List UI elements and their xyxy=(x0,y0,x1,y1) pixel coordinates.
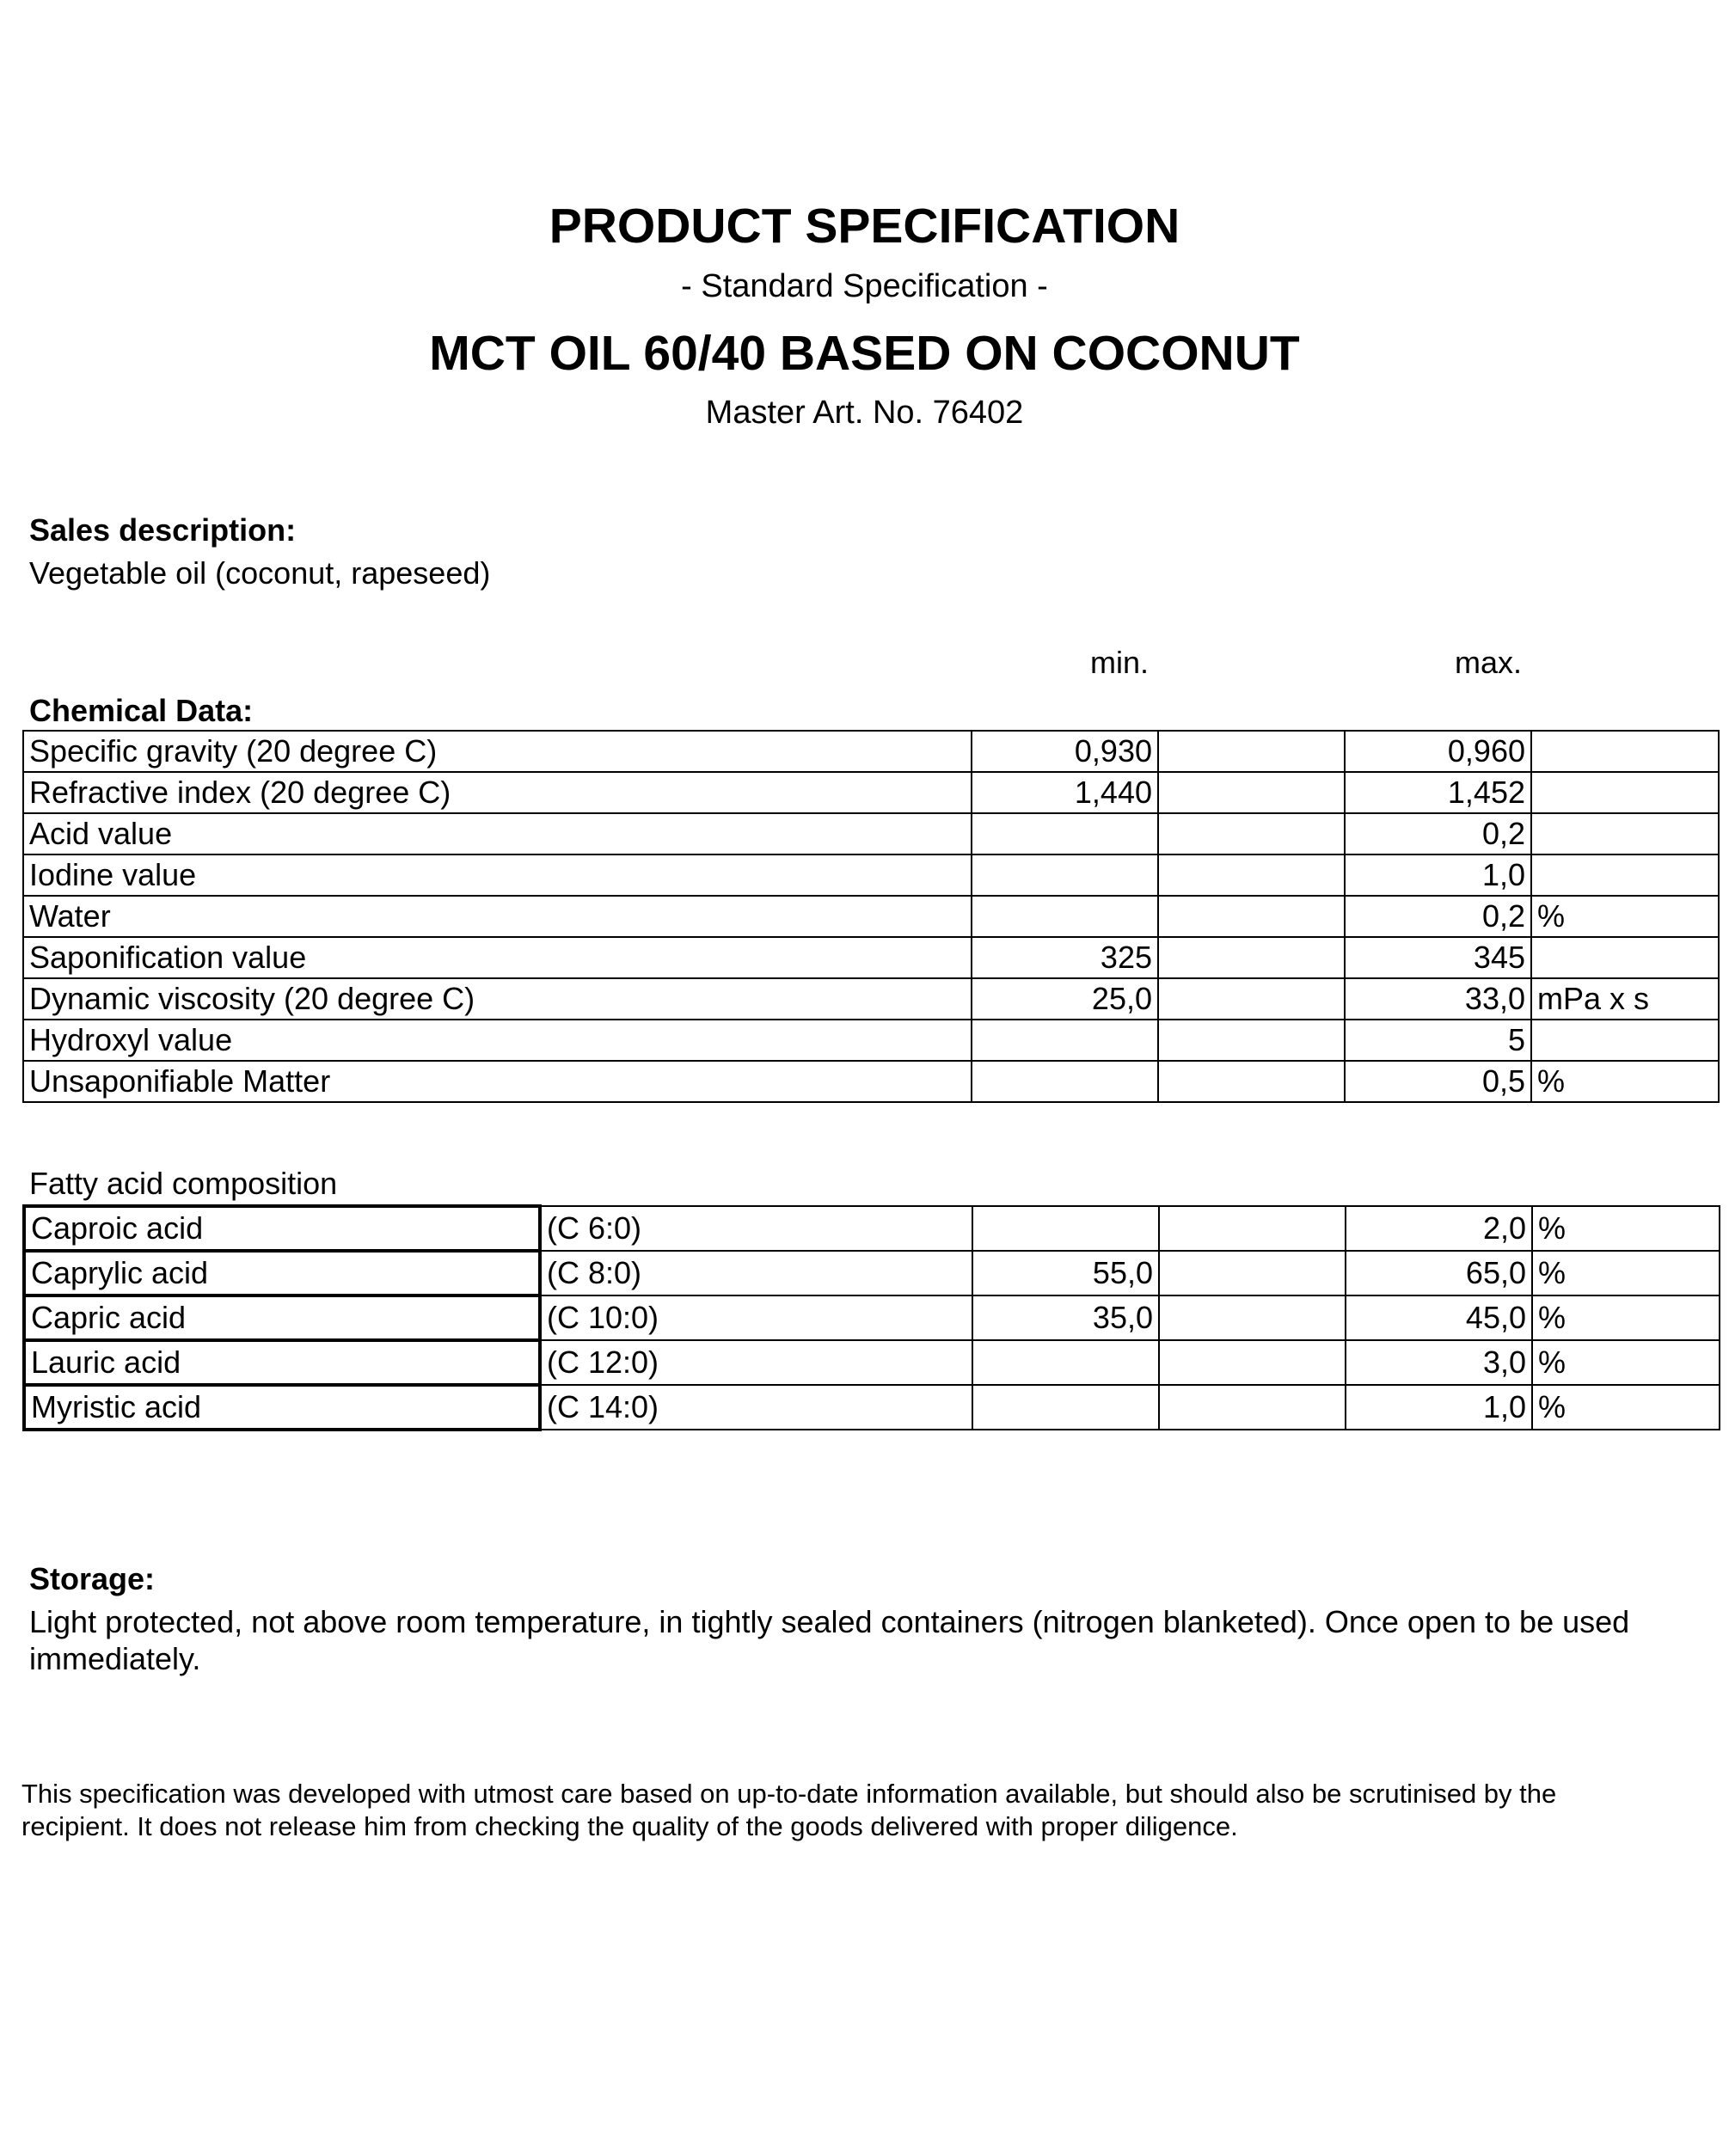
min-column-header: min. xyxy=(1089,645,1149,680)
document-subtitle: - Standard Specification - xyxy=(681,268,1048,304)
empty-cell xyxy=(1159,1340,1346,1385)
max-value: 45,0 xyxy=(1346,1295,1532,1340)
parameter-name: Dynamic viscosity (20 degree C) xyxy=(23,978,972,1020)
unit xyxy=(1531,854,1719,896)
unit xyxy=(1531,731,1719,772)
parameter-name: Unsaponifiable Matter xyxy=(23,1061,972,1102)
fatty-acid-table xyxy=(22,1204,1720,1431)
empty-cell xyxy=(1158,937,1345,978)
max-column-header: max. xyxy=(1454,645,1522,680)
sales-description-label: Sales description: xyxy=(29,512,297,548)
table-row xyxy=(23,978,1719,1020)
max-value: 33,0 xyxy=(1345,978,1531,1020)
unit: mPa x s xyxy=(1531,978,1719,1020)
max-value: 0,5 xyxy=(1345,1061,1531,1102)
max-value: 0,960 xyxy=(1345,731,1531,772)
document-title: PRODUCT SPECIFICATION xyxy=(549,199,1180,254)
empty-cell xyxy=(1158,978,1345,1020)
table-row xyxy=(23,937,1719,978)
storage-text-line2: immediately. xyxy=(29,1641,201,1676)
parameter-name: Saponification value xyxy=(23,937,972,978)
empty-cell xyxy=(1159,1206,1346,1251)
max-value: 3,0 xyxy=(1346,1340,1532,1385)
fatty-acid-label: Fatty acid composition xyxy=(29,1166,338,1201)
max-value: 0,2 xyxy=(1345,896,1531,937)
unit: % xyxy=(1531,896,1719,937)
acid-name: Capric acid xyxy=(24,1295,540,1340)
parameter-name: Specific gravity (20 degree C) xyxy=(23,731,972,772)
acid-name: Lauric acid xyxy=(24,1340,540,1385)
unit: % xyxy=(1532,1206,1720,1251)
storage-label: Storage: xyxy=(29,1561,156,1596)
min-value xyxy=(972,813,1158,854)
empty-cell xyxy=(1159,1385,1346,1430)
sales-description-text: Vegetable oil (coconut, rapeseed) xyxy=(29,555,491,591)
unit: % xyxy=(1532,1295,1720,1340)
table-row xyxy=(23,1020,1719,1061)
empty-cell xyxy=(1158,813,1345,854)
max-value: 65,0 xyxy=(1346,1251,1532,1295)
min-value: 1,440 xyxy=(972,772,1158,813)
max-value: 1,452 xyxy=(1345,772,1531,813)
max-value: 5 xyxy=(1345,1020,1531,1061)
table-row xyxy=(24,1340,1720,1385)
min-value xyxy=(972,1020,1158,1061)
parameter-name: Water xyxy=(23,896,972,937)
storage-text-line1: Light protected, not above room temperature, in tightly sealed containers (nitrogen blanketed). Once open to be used xyxy=(29,1604,1630,1639)
disclaimer-line2: recipient. It does not release him from checking the quality of the goods delivered with proper diligence. xyxy=(21,1811,1238,1841)
acid-name: Myristic acid xyxy=(24,1385,540,1430)
product-name: MCT OIL 60/40 BASED ON COCONUT xyxy=(429,326,1300,381)
unit: % xyxy=(1531,1061,1719,1102)
min-value xyxy=(972,854,1158,896)
parameter-name: Iodine value xyxy=(23,854,972,896)
unit xyxy=(1531,937,1719,978)
min-value xyxy=(972,1061,1158,1102)
min-value: 25,0 xyxy=(972,978,1158,1020)
min-value xyxy=(972,1206,1159,1251)
empty-cell xyxy=(1158,1061,1345,1102)
max-value: 2,0 xyxy=(1346,1206,1532,1251)
article-number: Master Art. No. 76402 xyxy=(705,395,1024,431)
empty-cell xyxy=(1158,731,1345,772)
acid-code: (C 8:0) xyxy=(540,1251,972,1295)
disclaimer-line1: This specification was developed with utmost care based on up-to-date information available, but should also be scrutinised by the xyxy=(21,1779,1557,1809)
max-value: 345 xyxy=(1345,937,1531,978)
parameter-name: Acid value xyxy=(23,813,972,854)
max-value: 1,0 xyxy=(1345,854,1531,896)
acid-name: Caprylic acid xyxy=(24,1251,540,1295)
chemical-data-table xyxy=(22,730,1720,1103)
empty-cell xyxy=(1158,1020,1345,1061)
min-value xyxy=(972,896,1158,937)
table-row xyxy=(23,854,1719,896)
parameter-name: Refractive index (20 degree C) xyxy=(23,772,972,813)
empty-cell xyxy=(1158,896,1345,937)
table-row xyxy=(23,772,1719,813)
table-row xyxy=(23,731,1719,772)
max-value: 0,2 xyxy=(1345,813,1531,854)
min-value: 0,930 xyxy=(972,731,1158,772)
table-row xyxy=(24,1295,1720,1340)
unit: % xyxy=(1532,1340,1720,1385)
empty-cell xyxy=(1159,1295,1346,1340)
table-row xyxy=(24,1385,1720,1430)
acid-name: Caproic acid xyxy=(24,1206,540,1251)
acid-code: (C 10:0) xyxy=(540,1295,972,1340)
empty-cell xyxy=(1159,1251,1346,1295)
unit xyxy=(1531,772,1719,813)
chemical-data-label: Chemical Data: xyxy=(29,693,254,728)
table-row xyxy=(23,896,1719,937)
acid-code: (C 12:0) xyxy=(540,1340,972,1385)
unit: % xyxy=(1532,1251,1720,1295)
empty-cell xyxy=(1158,854,1345,896)
min-value: 55,0 xyxy=(972,1251,1159,1295)
min-value: 325 xyxy=(972,937,1158,978)
acid-code: (C 6:0) xyxy=(540,1206,972,1251)
unit: % xyxy=(1532,1385,1720,1430)
min-value xyxy=(972,1385,1159,1430)
table-row xyxy=(24,1206,1720,1251)
parameter-name: Hydroxyl value xyxy=(23,1020,972,1061)
unit xyxy=(1531,1020,1719,1061)
max-value: 1,0 xyxy=(1346,1385,1532,1430)
min-value: 35,0 xyxy=(972,1295,1159,1340)
acid-code: (C 14:0) xyxy=(540,1385,972,1430)
table-row xyxy=(23,1061,1719,1102)
table-row xyxy=(24,1251,1720,1295)
empty-cell xyxy=(1158,772,1345,813)
min-value xyxy=(972,1340,1159,1385)
unit xyxy=(1531,813,1719,854)
table-row xyxy=(23,813,1719,854)
